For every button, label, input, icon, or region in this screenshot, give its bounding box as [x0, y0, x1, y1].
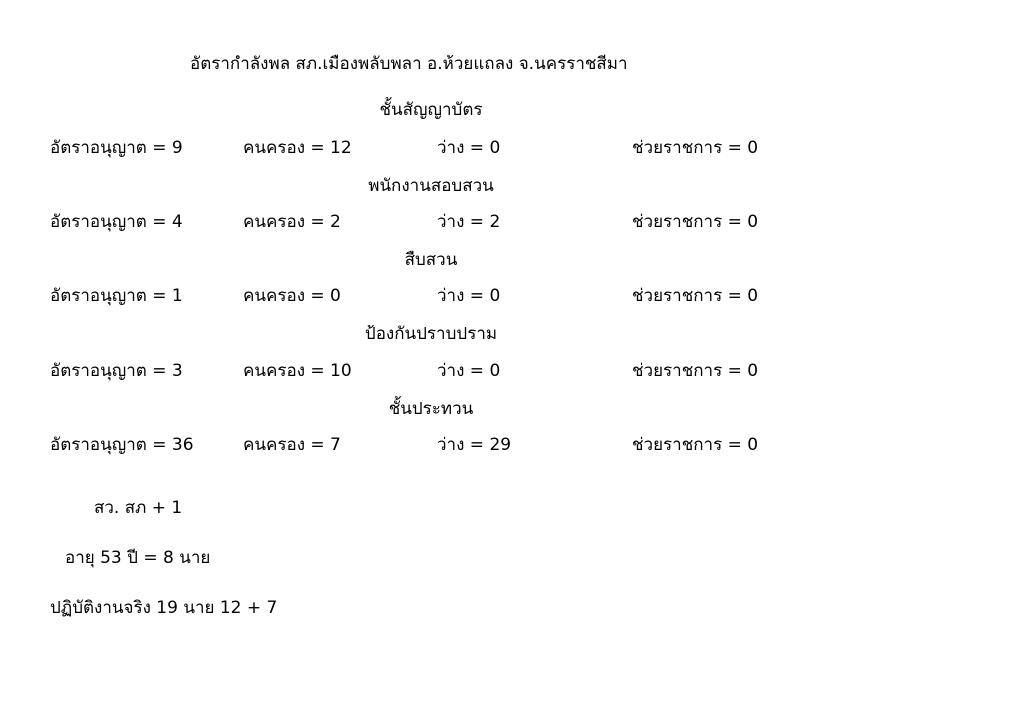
document-title: อัตรากำลังพล สภ.เมืองพลับพลา อ.ห้วยแถลง จ.นครราชสีมา [190, 54, 628, 74]
occupied-count: คนครอง = 7 [243, 435, 341, 455]
section-heading-patrol: ป้องกันปราบปราม [364, 324, 498, 344]
section-row-noncommissioned [0, 434, 1024, 456]
assist-count: ช่วยราชการ = 0 [632, 361, 759, 381]
note-age-53: อายุ 53 ปี = 8 นาย [65, 548, 211, 568]
allowed-count: อัตราอนุญาต = 9 [50, 138, 183, 158]
note-actual-working: ปฏิบัติงานจริง 19 นาย 12 + 7 [50, 598, 278, 618]
occupied-count: คนครอง = 2 [243, 212, 341, 232]
vacant-count: ว่าง = 29 [437, 435, 512, 455]
section-heading-detective: สืบสวน [404, 250, 458, 270]
assist-count: ช่วยราชการ = 0 [632, 435, 759, 455]
allowed-count: อัตราอนุญาต = 36 [50, 435, 194, 455]
assist-count: ช่วยราชการ = 0 [632, 286, 759, 306]
vacant-count: ว่าง = 0 [437, 286, 501, 306]
allowed-count: อัตราอนุญาต = 1 [50, 286, 183, 306]
section-row-investigator [0, 211, 1024, 233]
assist-count: ช่วยราชการ = 0 [632, 212, 759, 232]
section-heading-investigator: พนักงานสอบสวน [368, 176, 494, 196]
section-row-detective [0, 285, 1024, 307]
section-heading-commissioned: ชั้นสัญญาบัตร [379, 100, 483, 120]
note-superintendent: สว. สภ + 1 [94, 498, 183, 518]
section-heading-noncommissioned: ชั้นประทวน [388, 399, 474, 419]
occupied-count: คนครอง = 10 [243, 361, 352, 381]
vacant-count: ว่าง = 0 [437, 138, 501, 158]
section-row-commissioned [0, 137, 1024, 159]
assist-count: ช่วยราชการ = 0 [632, 138, 759, 158]
occupied-count: คนครอง = 0 [243, 286, 341, 306]
section-row-patrol [0, 360, 1024, 382]
allowed-count: อัตราอนุญาต = 4 [50, 212, 183, 232]
vacant-count: ว่าง = 2 [437, 212, 501, 232]
allowed-count: อัตราอนุญาต = 3 [50, 361, 183, 381]
vacant-count: ว่าง = 0 [437, 361, 501, 381]
occupied-count: คนครอง = 12 [243, 138, 352, 158]
